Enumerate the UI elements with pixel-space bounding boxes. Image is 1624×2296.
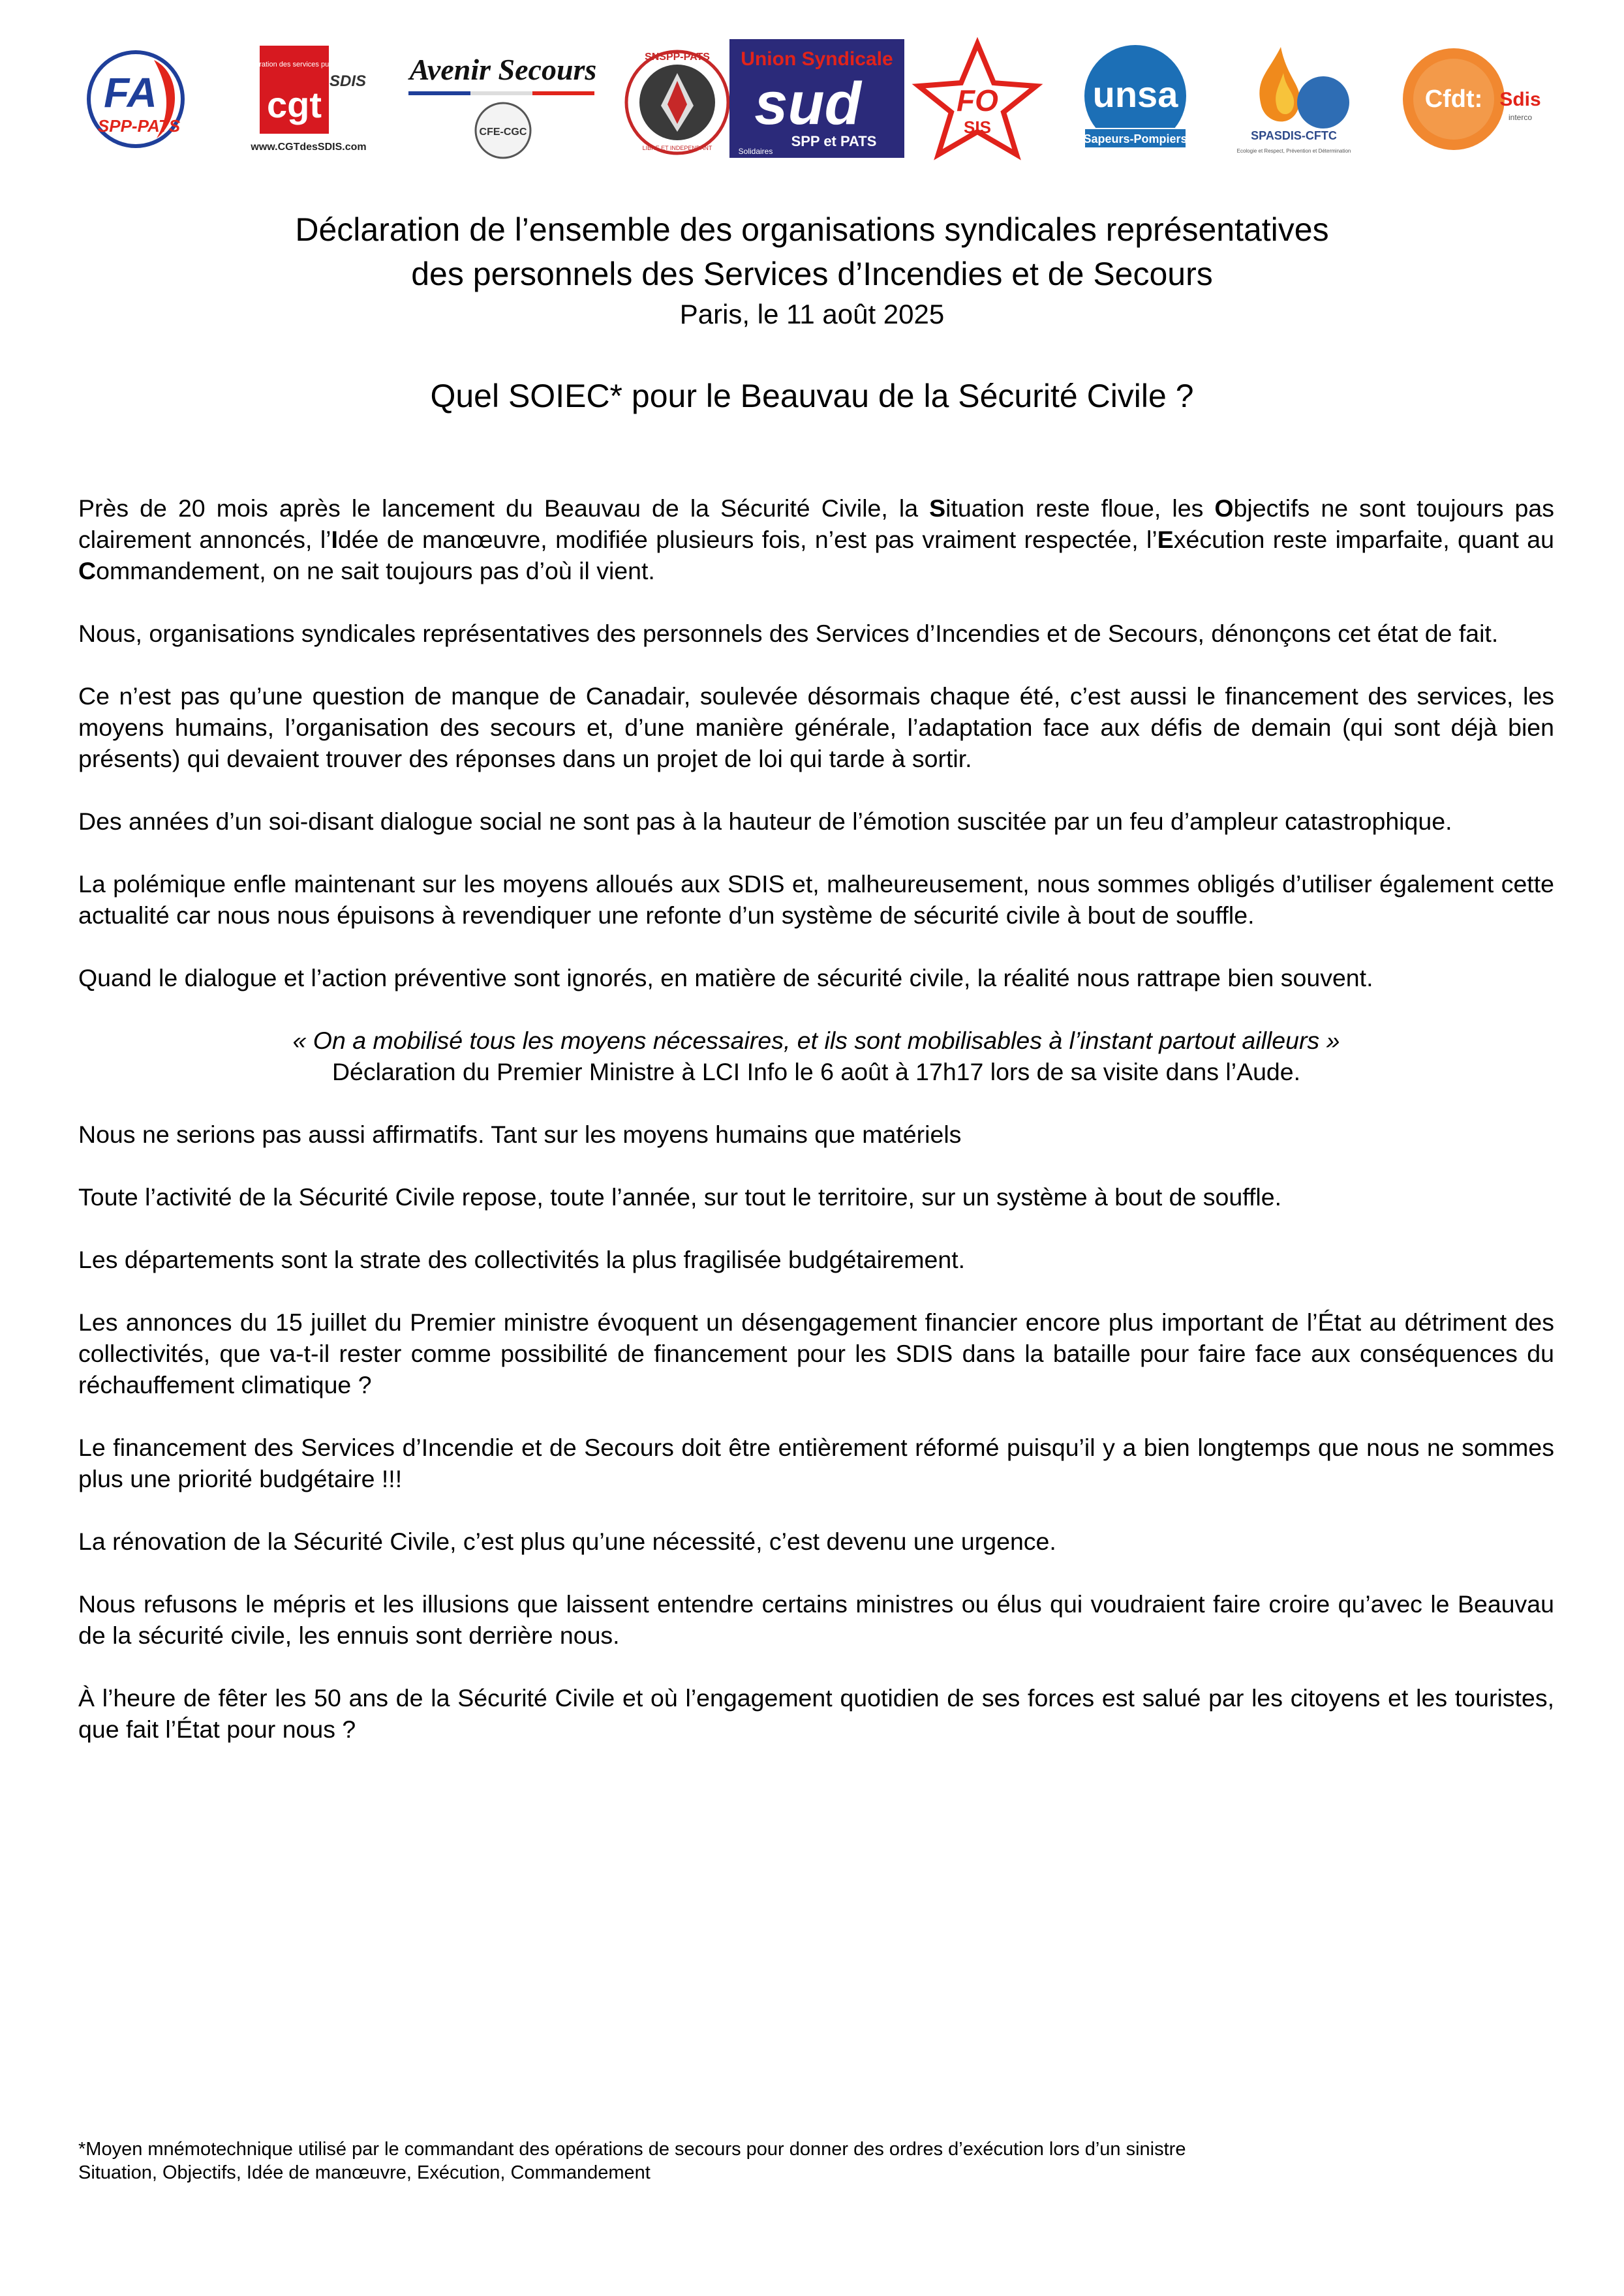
- cgt-logo-text: cgt: [267, 84, 322, 125]
- paragraph: La polémique enfle maintenant sur les moyens alloués aux SDIS et, malheureusement, nous sommes obligés d’utiliser également cette actualité car nous nous épuisons à revendiquer une refonte d’un système de sécurité civile à bout de souffle.: [78, 870, 1554, 929]
- declaration-heading: [84, 207, 1540, 333]
- cfdt-sdis-logo: [1402, 34, 1540, 164]
- footnote-line-1: *Moyen mnémotechnique utilisé par le commandant des opérations de secours pour donner des ordres d’exécution lors d’un sinistre: [78, 2139, 1186, 2160]
- heading-date: Paris, le 11 août 2025: [679, 299, 945, 329]
- spasdis-cftc-logo: [1216, 34, 1372, 164]
- fo-sis-text: SIS: [964, 117, 991, 137]
- intro-paragraph: Près de 20 mois après le lancement du Beauvau de la Sécurité Civile, la Situation reste floue, les Objectifs ne sont toujours pas clairement annoncés, l’Idée de manœuvre, modifiée plusieurs fois, n’est pas vraiment respectée, l’Exécution reste imparfaite, quant au Commandement, on ne sait toujours pas d’où il vient.: [78, 494, 1555, 584]
- closing-paragraph: À l’heure de fêter les 50 ans de la Sécurité Civile et où l’engagement quotidien de ses forces est salué par les citoyens et les touristes, que fait l’État pour nous ?: [78, 1684, 1554, 1743]
- cfdt-interco-text: interco: [1508, 113, 1533, 122]
- heading-line-2: des personnels des Services d’Incendies et de Secours: [411, 256, 1213, 292]
- sud-logo-text: sud: [754, 70, 861, 137]
- cgt-sdis-text: SDIS: [329, 72, 367, 90]
- paragraph: Ce n’est pas qu’une question de manque de Canadair, soulevée désormais chaque été, c’est aussi le financement des services, les moyens humains, l’organisation des secours et, d’une manière générale, l’adaptation face aux défis de demain (qui sont déjà bien présents) qui devaient trouver des réponses dans un projet de loi qui tarde à sortir.: [78, 682, 1554, 772]
- unsa-logo-text: unsa: [1092, 74, 1178, 115]
- footnote-line-2: Situation, Objectifs, Idée de manœuvre, Exécution, Commandement: [78, 2162, 651, 2183]
- paragraph: Nous refusons le mépris et les illusions que laissent entendre certains ministres ou élus qui voudraient faire croire qu’avec le Beauvau de la sécurité civile, les ennuis sont derrière nous.: [78, 1590, 1554, 1649]
- sud-spp-pats-logo: [729, 34, 904, 164]
- fo-logo-text: FO: [957, 83, 998, 117]
- paragraph: Nous ne serions pas aussi affirmatifs. Tant sur les moyens humains que matériels: [78, 1121, 962, 1148]
- quote-text: « On a mobilisé tous les moyens nécessaires, et ils sont mobilisables à l’instant partout ailleurs »: [292, 1027, 1340, 1054]
- unsa-logo-subtext: Sapeurs-Pompiers: [1083, 132, 1187, 145]
- fa-logo-subtext: SPP-PATS: [97, 116, 181, 136]
- cfdt-logo-text: Cfdt:: [1424, 85, 1483, 113]
- cgt-url-text: www.CGTdesSDIS.com: [251, 142, 367, 153]
- paragraph: Les annonces du 15 juillet du Premier ministre évoquent un désengagement financier encore plus important de l’État au détriment des collectivités, que va-t-il rester comme possibilité de financement pour les SDIS dans la bataille pour faire face aux conséquences du réchauffement climatique ?: [78, 1308, 1554, 1398]
- sud-logo-header: Union Syndicale: [741, 48, 893, 70]
- unsa-logo: [1070, 34, 1201, 164]
- paragraph: Toute l’activité de la Sécurité Civile repose, toute l’année, sur tout le territoire, sur un système à bout de souffle.: [78, 1183, 1282, 1211]
- fa-logo-text: FA: [104, 69, 157, 116]
- paragraph: Nous, organisations syndicales représentatives des personnels des Services d’Incendies et de Secours, dénonçons cet état de fait.: [78, 620, 1499, 647]
- avenir-cfecgc-text: CFE-CGC: [479, 127, 527, 138]
- spasdis-logo-subtext: Ecologie et Respect, Prévention et Détermination: [1236, 148, 1351, 154]
- prime-minister-quote: [78, 1025, 1554, 1087]
- sud-logo-subtext: SPP et PATS: [791, 133, 877, 149]
- fa-spp-pats-logo: [84, 34, 194, 164]
- snspp-logo-subtext: LIBRE ET INDEPENDANT: [642, 145, 712, 151]
- cgt-sdis-logo: [240, 34, 377, 164]
- document-subject: Quel SOIEC* pour le Beauvau de la Sécurité Civile ?: [430, 378, 1194, 414]
- paragraph: Le financement des Services d’Incendie et de Secours doit être entièrement réformé puisqu’il y a bien longtemps que nous ne sommes plus une priorité budgétaire !!!: [78, 1434, 1554, 1492]
- paragraph: Quand le dialogue et l’action préventive sont ignorés, en matière de sécurité civile, la réalité nous rattrape bien souvent.: [78, 964, 1373, 991]
- paragraph: Des années d’un soi-disant dialogue social ne sont pas à la hauteur de l’émotion suscitée par un feu d’ampleur catastrophique.: [78, 808, 1452, 835]
- avenir-secours-logo: [402, 34, 604, 164]
- quote-attribution: Déclaration du Premier Ministre à LCI Info le 6 août à 17h17 lors de sa visite dans l’Aude.: [331, 1058, 1301, 1085]
- paragraph: La rénovation de la Sécurité Civile, c’est plus qu’une nécessité, c’est devenu une urgence.: [78, 1528, 1056, 1555]
- document-body: [78, 492, 1554, 1745]
- avenir-secours-text: Avenir Secours: [409, 53, 597, 86]
- cfdt-sdis-text: Sdis: [1499, 89, 1540, 110]
- snspp-logo-text: SNSPP-PATS: [645, 52, 710, 63]
- footnote: [78, 2137, 1554, 2184]
- union-logos-strip: [84, 34, 1540, 164]
- heading-line-1: Déclaration de l’ensemble des organisations syndicales représentatives: [295, 211, 1329, 248]
- fo-sis-logo: [909, 34, 1046, 164]
- paragraph: Les départements sont la strate des collectivités la plus fragilisée budgétairement.: [78, 1246, 966, 1273]
- snspp-pats-logo: [615, 34, 739, 164]
- spasdis-logo-text: SPASDIS-CFTC: [1251, 129, 1337, 142]
- cgt-logo-small-text: fédération des services publics: [245, 61, 344, 68]
- sud-solidaires-text: Solidaires: [738, 147, 773, 156]
